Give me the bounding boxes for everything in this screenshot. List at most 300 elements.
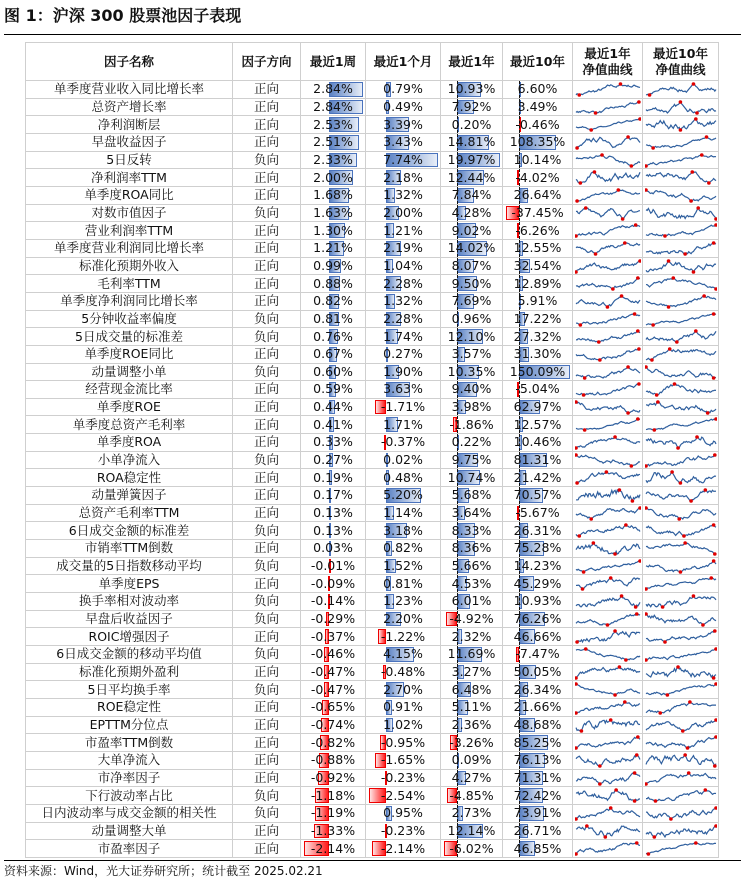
return-cell [366,698,441,716]
factor-name: ROA稳定性 [26,469,233,487]
factor-direction: 正向 [233,540,301,558]
return-cell [366,133,441,151]
sparkline-extreme-marker [630,164,634,168]
return-cell [301,681,366,699]
return-value: 0.22% [451,434,492,450]
factor-name: 日内波动率与成交金额的相关性 [26,804,233,822]
nav-curve-1y [573,381,643,399]
return-cell [503,787,573,805]
nav-curve-1y [573,698,643,716]
nav-curve-10y [643,787,719,805]
table-row [26,257,719,275]
return-cell [301,363,366,381]
nav-curve-10y [643,716,719,734]
return-value: 1.14% [383,505,423,521]
sparkline [575,700,641,715]
return-cell [441,81,503,99]
factor-direction: 正向 [233,169,301,187]
nav-curve-10y [643,610,719,628]
return-cell [503,469,573,487]
return-value: -5.67% [515,505,560,521]
sparkline-path [646,367,716,378]
sparkline [645,135,717,150]
return-cell [366,292,441,310]
factor-name: 5日平均换手率 [26,681,233,699]
return-value: 0.76% [313,328,353,344]
return-value: 0.03% [313,540,353,556]
nav-curve-1y [573,769,643,787]
return-cell [301,487,366,505]
sparkline [575,735,641,750]
nav-curve-1y [573,822,643,840]
sparkline-path [576,525,640,536]
sparkline-path [646,172,716,183]
table-row [26,557,719,575]
sparkline-extreme-marker [585,824,589,828]
sparkline-path [646,525,716,536]
return-cell [503,663,573,681]
return-value: 26.71% [513,822,562,838]
return-value: -0.01% [310,558,356,574]
return-cell [366,751,441,769]
sparkline-extreme-marker [613,552,617,556]
sparkline [575,117,641,132]
sparkline-extreme-marker [624,658,628,662]
sparkline-path [576,437,640,448]
sparkline [575,594,641,609]
nav-curve-10y [643,575,719,593]
table-row [26,328,719,346]
return-value: 3.18% [383,522,423,538]
factor-name: 成交量的5日指数移动平均 [26,557,233,575]
return-cell [301,804,366,822]
sparkline-extreme-marker [679,100,683,104]
return-cell [366,169,441,187]
return-value: -37.45% [511,204,564,220]
nav-curve-10y [643,398,719,416]
return-value: 0.13% [313,522,353,538]
return-value: 9.40% [451,381,492,397]
return-value: 3.57% [451,346,492,362]
return-cell [503,98,573,116]
nav-curve-1y [573,734,643,752]
table-row [26,169,719,187]
return-value: 1.02% [383,716,423,732]
nav-curve-1y [573,151,643,169]
sparkline [645,100,717,115]
sparkline-extreme-marker [635,841,639,845]
return-cell [441,292,503,310]
sparkline [645,435,717,450]
sparkline-extreme-marker [679,570,683,574]
return-value: 6.01% [451,593,492,609]
sparkline-path [646,261,716,272]
return-value: -0.48% [380,663,426,679]
return-value: 76.13% [513,752,562,768]
sparkline [575,135,641,150]
return-value: 10.93% [447,81,496,97]
factor-direction: 正向 [233,81,301,99]
return-value: 3.43% [383,134,423,150]
return-cell [441,610,503,628]
sparkline-extreme-marker [694,118,698,122]
nav-curve-1y [573,116,643,134]
return-value: 0.99% [313,257,353,273]
table-row [26,822,719,840]
factor-direction: 负向 [233,204,301,222]
return-cell [503,751,573,769]
sparkline-extreme-marker [712,241,716,245]
return-value: 1.32% [383,187,423,203]
return-value: -0.29% [310,611,356,627]
sparkline-extreme-marker [575,146,579,150]
factor-name: 早盘收益因子 [26,133,233,151]
return-value: 14.23% [513,558,562,574]
return-cell [503,646,573,664]
return-cell [503,81,573,99]
sparkline [645,647,717,662]
return-cell [441,716,503,734]
return-cell [366,275,441,293]
return-cell [503,769,573,787]
sparkline [575,100,641,115]
sparkline-extreme-marker [637,347,641,351]
sparkline-path [646,331,716,342]
sparkline-extreme-marker [666,694,670,698]
return-cell [366,610,441,628]
sparkline-extreme-marker [592,541,596,545]
sparkline-extreme-marker [593,170,597,174]
return-cell [301,239,366,257]
sparkline-extreme-marker [667,259,671,263]
table-row [26,204,719,222]
factor-performance-table [25,42,719,858]
sparkline-extreme-marker [619,82,623,86]
nav-curve-10y [643,363,719,381]
return-value: 2.84% [313,98,353,114]
sparkline [575,682,641,697]
sparkline-extreme-marker [575,199,579,203]
return-cell [441,681,503,699]
sparkline-path [576,225,640,236]
nav-curve-10y [643,557,719,575]
nav-curve-10y [643,646,719,664]
return-cell [503,133,573,151]
return-value: 2.84% [313,81,353,97]
sparkline-extreme-marker [618,665,622,669]
sparkline [645,753,717,768]
table-row [26,734,719,752]
table-row [26,646,719,664]
table-row [26,292,719,310]
table-row [26,133,719,151]
return-cell [441,522,503,540]
nav-curve-10y [643,504,719,522]
return-cell [441,98,503,116]
nav-curve-10y [643,416,719,434]
return-value: 4.53% [451,575,492,591]
sparkline [645,329,717,344]
sparkline [575,753,641,768]
sparkline-extreme-marker [598,764,602,768]
return-cell [366,575,441,593]
sparkline [645,365,717,380]
return-value: -0.47% [310,663,356,679]
sparkline-extreme-marker [589,129,593,133]
return-cell [441,469,503,487]
table-row [26,787,719,805]
return-cell [301,116,366,134]
return-cell [441,363,503,381]
factor-direction: 负向 [233,610,301,628]
sparkline-path [576,331,640,342]
sparkline-extreme-marker [635,753,639,757]
return-value: 21.42% [513,469,562,485]
return-cell [441,257,503,275]
table-row [26,716,719,734]
return-cell [441,381,503,399]
return-cell [366,434,441,452]
factor-direction: 正向 [233,133,301,151]
return-value: 0.60% [313,363,353,379]
return-cell [441,487,503,505]
factor-name: 净利润率TTM [26,169,233,187]
return-cell [366,398,441,416]
return-value: 1.32% [383,293,423,309]
sparkline [645,259,717,274]
sparkline-extreme-marker [575,711,578,715]
nav-curve-10y [643,239,719,257]
sparkline-extreme-marker [712,676,716,680]
return-cell [301,628,366,646]
return-cell [503,628,573,646]
nav-curve-10y [643,769,719,787]
return-cell [301,734,366,752]
return-value: -7.47% [515,646,560,662]
sparkline-path [576,102,640,113]
return-value: 0.20% [451,116,492,132]
return-value: -0.88% [310,752,356,768]
return-cell [503,186,573,204]
sparkline [645,806,717,821]
factor-direction: 负向 [233,310,301,328]
sparkline [645,559,717,574]
sparkline-path [576,684,640,695]
sparkline-extreme-marker [606,305,610,309]
source-note: 资料来源：Wind，光大证券研究所；统计截至 2025.02.21 [4,864,323,878]
sparkline-extreme-marker [682,535,686,539]
return-cell [366,716,441,734]
return-value: 12.57% [513,416,562,432]
sparkline [575,223,641,238]
nav-curve-10y [643,451,719,469]
return-cell [366,222,441,240]
sparkline-extreme-marker [580,729,584,733]
return-value: 26.64% [513,187,562,203]
nav-curve-10y [643,822,719,840]
sparkline-path [646,702,716,713]
factor-name: 市盈率因子 [26,840,233,858]
sparkline-extreme-marker [617,188,621,192]
sparkline-path [576,596,640,607]
sparkline-extreme-marker [651,146,655,150]
factor-direction: 正向 [233,398,301,416]
return-value: 2.73% [451,805,492,821]
return-cell [441,822,503,840]
nav-curve-1y [573,239,643,257]
sparkline-path [576,561,640,572]
sparkline-path [646,296,716,307]
return-value: 5.91% [517,293,558,309]
nav-curve-10y [643,98,719,116]
sparkline [645,347,717,362]
return-cell [366,328,441,346]
factor-name: EPTTM分位点 [26,716,233,734]
return-cell [301,716,366,734]
sparkline-extreme-marker [661,605,665,609]
return-value: 9.02% [451,222,492,238]
return-value: 1.90% [383,363,423,379]
sparkline-extreme-marker [651,323,655,327]
return-cell [366,416,441,434]
sparkline [575,718,641,733]
nav-curve-10y [643,381,719,399]
sparkline-extreme-marker [683,252,687,256]
sparkline-extreme-marker [613,435,617,439]
sparkline [645,824,717,839]
return-value: 2.32% [451,628,492,644]
sparkline-extreme-marker [594,252,598,256]
sparkline [645,153,717,168]
return-value: 12.14% [447,822,496,838]
sparkline [645,523,717,538]
factor-name: 5分钟收益率偏度 [26,310,233,328]
sparkline [645,700,717,715]
return-cell [366,310,441,328]
sparkline-path [576,773,640,784]
return-value: 12.44% [447,169,496,185]
return-value: 12.55% [513,240,562,256]
sparkline-path [646,137,716,148]
return-cell [301,504,366,522]
nav-curve-1y [573,646,643,664]
factor-name: 换手率相对波动率 [26,593,233,611]
return-cell [366,98,441,116]
figure-title: 图 1：沪深 300 股票池因子表现 [4,6,242,25]
sparkline [575,259,641,274]
sparkline-path [576,737,640,748]
sparkline-extreme-marker [713,552,717,556]
factor-direction: 负向 [233,363,301,381]
nav-curve-10y [643,328,719,346]
return-cell [441,186,503,204]
sparkline [575,806,641,821]
nav-curve-10y [643,345,719,363]
table-row [26,81,719,99]
sparkline-extreme-marker [633,799,637,803]
sparkline-path [646,614,716,625]
sparkline-path [576,472,640,483]
nav-curve-10y [643,81,719,99]
table-row [26,663,719,681]
sparkline-extreme-marker [626,365,630,369]
return-cell [301,257,366,275]
return-cell [366,593,441,611]
sparkline [575,576,641,591]
nav-curve-1y [573,557,643,575]
return-value: 76.26% [513,611,562,627]
nav-curve-10y [643,292,719,310]
sparkline [575,612,641,627]
return-value: 7.92% [451,98,492,114]
return-cell [441,557,503,575]
factor-direction: 正向 [233,698,301,716]
return-value: -2.14% [380,840,426,856]
sparkline [645,276,717,291]
factor-direction: 负向 [233,646,301,664]
return-value: 1.52% [383,558,423,574]
return-value: 5.68% [451,487,492,503]
sparkline-extreme-marker [650,358,654,362]
sparkline-extreme-marker [584,647,588,651]
return-value: 10.93% [513,593,562,609]
return-value: 2.18% [383,169,423,185]
sparkline-extreme-marker [621,217,625,221]
sparkline-extreme-marker [579,323,583,327]
return-cell [503,151,573,169]
sparkline-extreme-marker [620,294,624,298]
factor-name: 营业利润率TTM [26,222,233,240]
sparkline-extreme-marker [714,647,717,651]
return-cell [503,381,573,399]
return-cell [503,204,573,222]
sparkline-extreme-marker [635,612,639,616]
sparkline-extreme-marker [695,435,699,439]
nav-curve-10y [643,628,719,646]
return-value: 0.91% [383,699,423,715]
sparkline [645,470,717,485]
sparkline-extreme-marker [577,93,581,97]
return-cell [366,81,441,99]
sparkline-extreme-marker [673,382,677,386]
return-value: 1.04% [383,257,423,273]
sparkline-path [576,119,640,130]
return-value: 26.34% [513,681,562,697]
factor-name: 大单净流入 [26,751,233,769]
nav-curve-1y [573,716,643,734]
factor-direction: 正向 [233,116,301,134]
nav-curve-1y [573,310,643,328]
sparkline-path [646,314,716,325]
nav-curve-1y [573,628,643,646]
column-header: 因子方向 [233,43,301,81]
return-value: 46.66% [513,628,562,644]
sparkline-path [646,508,716,519]
nav-curve-1y [573,133,643,151]
column-header: 最近10年 净值曲线 [643,43,719,81]
return-cell [366,822,441,840]
sparkline-extreme-marker [689,199,693,203]
sparkline-path [646,190,716,201]
return-value: 7.69% [451,293,492,309]
return-cell [301,769,366,787]
sparkline-extreme-marker [714,217,717,221]
return-cell [441,804,503,822]
sparkline-path [646,578,716,589]
factor-direction: 正向 [233,257,301,275]
sparkline-extreme-marker [690,170,694,174]
sparkline-extreme-marker [695,111,699,115]
